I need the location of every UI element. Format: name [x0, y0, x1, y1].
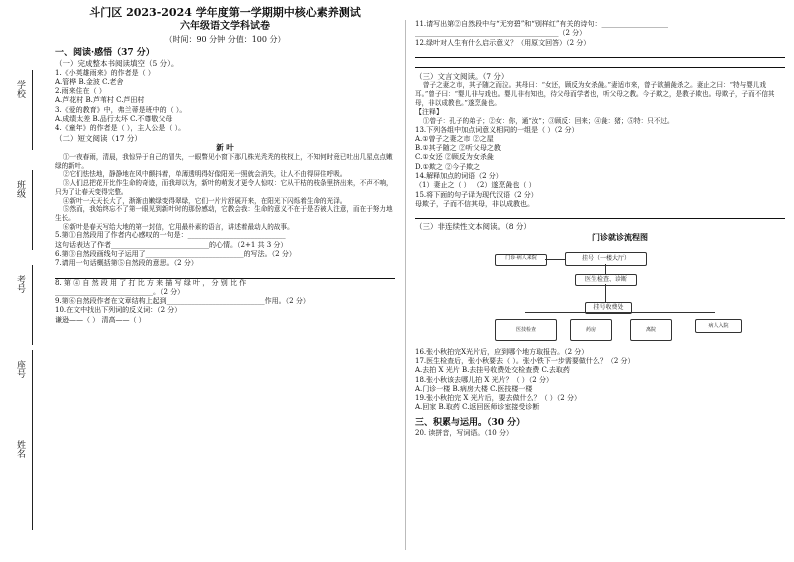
- article-paragraph: ③人们总把花开比作生命的奇迹，而我却以为，新叶的萌发才更令人惊叹：它从干枯的枝条里挤出来，不声不响，只为了让春天变得完整。: [55, 179, 393, 196]
- question-words: 谦逊——（ ） 清高——（ ）: [55, 315, 146, 324]
- article-paragraph: ②它们怯怯地，静静地在风中颤抖着，单薄透明得好像阳光一照就会消失，让人不由得屏住呼吸。: [62, 170, 347, 179]
- article-paragraph: ⑥新叶是春天写给大地的第一封信，它用最朴素的语言，讲述着最动人的故事。: [62, 222, 294, 231]
- option: C.①女还 ②顾反为女杀彘: [415, 153, 494, 162]
- question: 2.雨来住在（ ）: [55, 87, 106, 96]
- section-heading: 一、阅读·感悟（37 分）: [55, 48, 155, 58]
- exam-title: 斗门区 2023-2024 学年度第一学期期中核心素养测试: [89, 6, 361, 19]
- question-options: A.去拍 X 光片 B.去挂号收费处交检查费 C.去取药: [415, 366, 570, 375]
- flow-step: 挂号收费处: [585, 302, 632, 314]
- answer-line[interactable]: [415, 209, 785, 219]
- binding-line: [32, 70, 33, 150]
- option: A.①曾子之妻之市 ②之屋: [415, 134, 494, 143]
- question: 9.第⑥自然段作者在文章结构上起到____________________________作用。（2 分）: [55, 297, 310, 306]
- binding-line: [32, 350, 33, 430]
- article-title: 新 叶: [216, 143, 234, 153]
- classical-text: 曾子之妻之市，其子随之而泣。其母曰：“女还，顾反为女杀彘。”妻适市来，曾子欲捕彘杀之。妻止之曰：“特与婴儿戏耳。”曾子曰：“婴儿非与戏也。婴儿非有知也，待父母而学者也，听父母之教。今子欺之，是教子欺也。母欺子，子而不信其母，非以成教也。”遂烹彘也。: [415, 81, 775, 107]
- seat-label: 座号: [15, 360, 25, 378]
- question: 5.第①自然段用了作者内心感叹的一句是：____________________________: [55, 231, 286, 240]
- question: _________________________________________（2 分）: [415, 29, 587, 38]
- question: 19.张小秋拍完 X 光片后，要去做什么？（ ）（2 分）: [415, 394, 581, 403]
- answer-line[interactable]: [415, 48, 785, 58]
- binding-line: [32, 265, 33, 345]
- flow-step: 挂号（一楼大厅）: [565, 252, 647, 266]
- exam-subtitle: 六年级语文学科试卷: [180, 21, 270, 32]
- question: 18.张小秋该去哪儿拍 X 光片？（ ）（2 分）: [415, 375, 553, 384]
- subsection-heading: （三）文言文阅读。（7 分）: [415, 71, 509, 81]
- question: 16.张小秋拍完X光片后，应到哪个地方取报告。（2 分）: [415, 347, 589, 356]
- question: 13.下列各组中加点词意义相同的一组是（ ）（2 分）: [415, 125, 579, 134]
- name-label: 考号: [15, 275, 25, 293]
- question: 4.《童年》的作者是（ ），主人公是（ ）。: [55, 124, 186, 133]
- section-heading: 三、积累与运用。（30 分）: [415, 417, 526, 428]
- school-label: 学校: [15, 80, 25, 98]
- option: D.①欺之 ②今子欺之: [415, 162, 481, 171]
- question: 8. 第 ④ 自 然 段 用 了 打 比 方 来 描 写 绿 叶 ， 分 别 比 作: [55, 278, 247, 287]
- flow-connector: [605, 284, 606, 302]
- flow-step: 离院: [630, 319, 672, 341]
- flow-connector: [605, 264, 606, 274]
- subsection-heading: （三）非连续性文本阅读。（8 分）: [415, 222, 531, 232]
- flow-step: 药房: [570, 319, 612, 341]
- notes-text: ①曾子：孔子的弟子；②女：你，通“汝”；③顾反：回来；④彘：猪；⑤特：只不过。: [422, 116, 674, 125]
- column-divider: [405, 20, 406, 550]
- flow-step: 医生检查、诊断: [575, 274, 637, 286]
- question-items: （1）妻止之（ ） （2）遂烹彘也（ ）: [415, 181, 536, 190]
- question: 10.在文中找出下列词的反义词：（2 分）: [55, 306, 182, 315]
- article-paragraph: ④新叶一天天长大了，渐渐由嫩绿变得翠绿，它们一片片舒展开来，在阳光下闪烁着生命的光泽。: [62, 196, 347, 205]
- flow-step: 门诊·病人来院: [495, 254, 547, 266]
- question-options: A.成绩太差 B.品行太坏 C.不尊敬父母: [55, 114, 173, 123]
- question-text: 母欺子，子而不信其母，非以成教也。: [415, 199, 534, 208]
- question-options: A.管桦 B.金波 C.老舍: [55, 77, 124, 86]
- question: 1.《小英雄雨来》的作者是（ ）: [55, 68, 155, 77]
- flow-step: 病人入院: [695, 319, 742, 333]
- question: 这句话表达了作者____________________________的心情。（2+1 共 3 分）: [55, 240, 288, 249]
- exam-meta: （时间：90 分钟 分值：100 分）: [164, 35, 286, 44]
- class-label: 班级: [15, 180, 25, 198]
- flow-connector: [525, 312, 715, 313]
- question: ____________________________。（2 分）: [55, 287, 185, 296]
- right-column: [415, 20, 785, 438]
- notes-title: 【注释】: [415, 107, 443, 116]
- question: 20. 读拼音，写词语。（10 分）: [415, 428, 513, 437]
- question: 7.请用一句话概括第⑤自然段的意思。（2 分）: [55, 259, 198, 268]
- question: 11.请写出第②自然段中与“无穷碧”和“别样红”有关的诗句：___________________: [415, 20, 668, 28]
- flow-connector: [545, 259, 565, 260]
- question: 12.绿叶对人生有什么启示意义？（用原文回答）（2 分）: [415, 38, 591, 47]
- article-paragraph: ⑤然而，我始终忘不了第一眼见到新叶时的那份感动，它教会我：生命的意义不在于是否被人注意，而在于努力地生长。: [55, 205, 393, 222]
- article-paragraph: ①一夜春雨，清晨，我惊异于自己的冒失，一眼瞥见小窗下那几株光秃秃的枝杈上，不知何时竟已吐出几星点点嫩绿的新叶。: [55, 153, 393, 170]
- subsection-heading: （一）完成整本书阅读填空（5 分）。: [55, 59, 179, 68]
- subsection-heading: （二）短文阅读（17 分）: [55, 133, 142, 143]
- question: 15.将下面的句子译为现代汉语（2 分）: [415, 190, 538, 199]
- question: 14.解释加点的词语（2 分）: [415, 171, 503, 180]
- flowchart: [495, 231, 745, 344]
- question-options: A.门诊一楼 B.病房大楼 C.医技楼一楼: [415, 384, 533, 393]
- question: 3.《爱的教育》中，弗兰蒂是班中的（ ）。: [55, 105, 187, 114]
- student-name-label: 姓名: [15, 440, 25, 458]
- question: 17.医生检查后，张小秋要去（ ）。张小铁下一步需要做什么？（2 分）: [415, 356, 635, 365]
- binding-margin: [10, 60, 50, 550]
- option: B.①其子随之 ②听父母之教: [415, 144, 501, 153]
- question-options: A.芦花村 B.芦苇村 C.芦田村: [55, 96, 145, 105]
- answer-line[interactable]: [55, 269, 395, 279]
- binding-line: [32, 170, 33, 250]
- left-column: [55, 6, 395, 325]
- question: 6.第③自然段画线句子运用了____________________________的写法。（2 分）: [55, 250, 296, 258]
- answer-line[interactable]: [415, 58, 785, 68]
- flowchart-title: 门诊就诊流程图: [592, 231, 648, 242]
- binding-line: [32, 430, 33, 530]
- flow-step: 医技检查: [495, 319, 557, 341]
- question-options: A.回家 B.取药 C.返回医师诊室接受诊断: [415, 403, 540, 412]
